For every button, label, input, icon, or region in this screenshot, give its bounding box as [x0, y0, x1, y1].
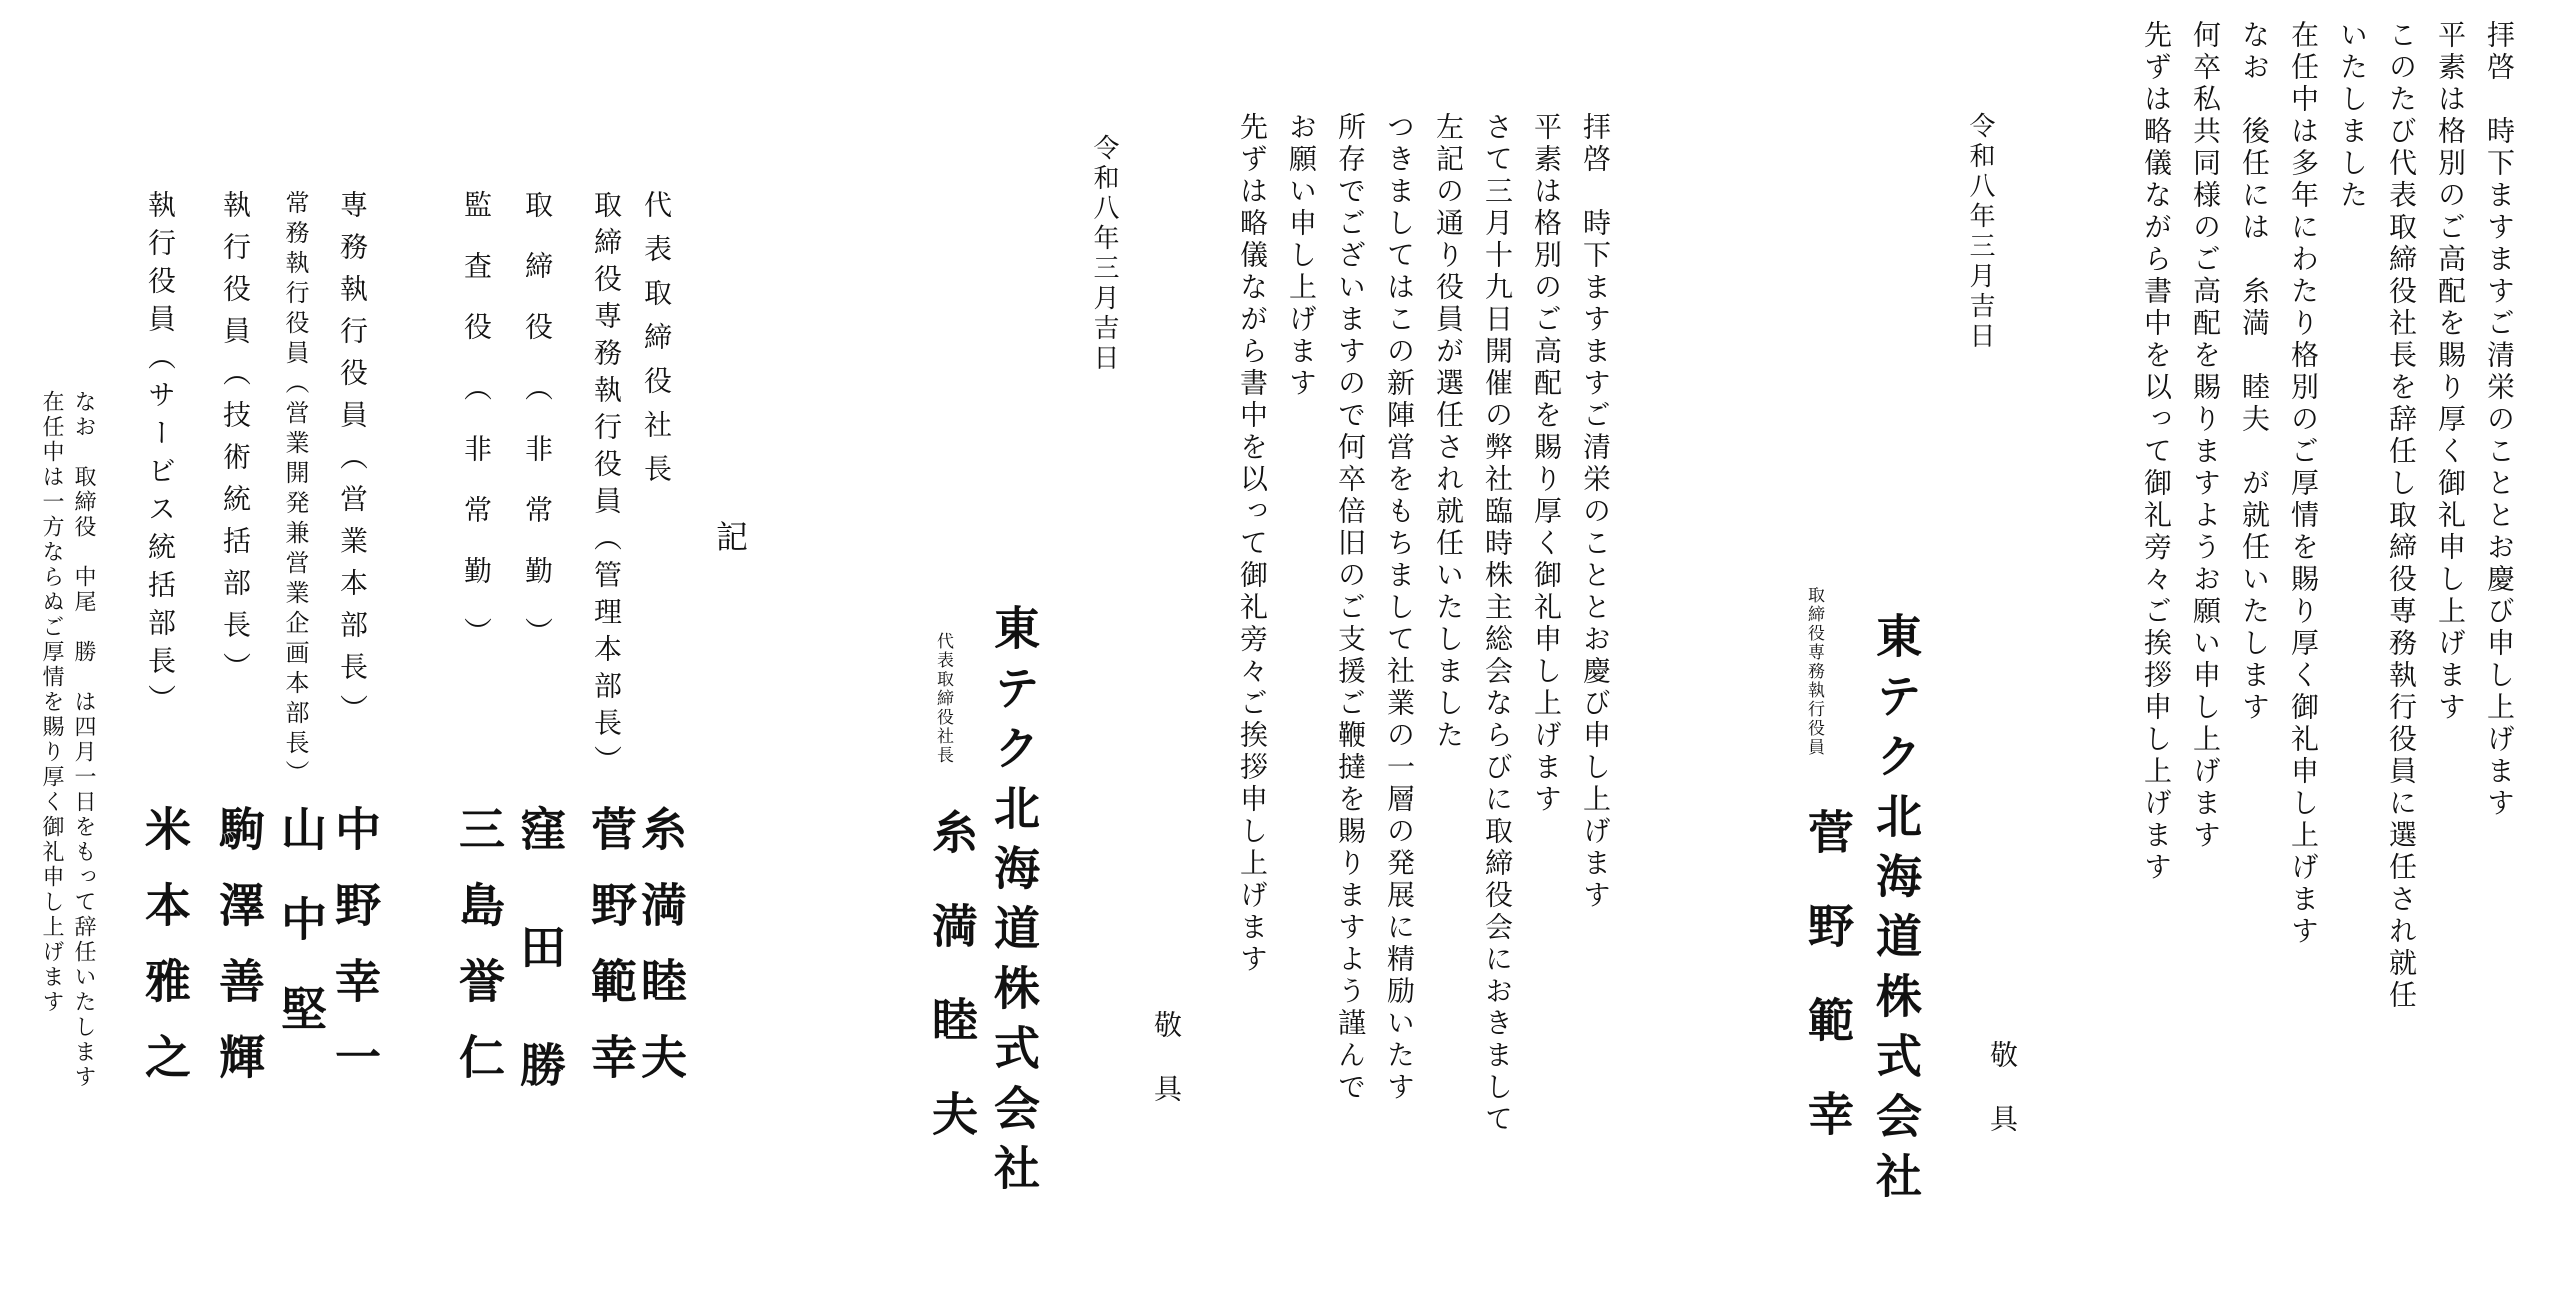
roster-note-line-2: 在任中は一方ならぬご厚情を賜り厚く御礼申し上げます	[39, 390, 64, 1015]
right-letter-line-8: 先ずは略儀ながら書中を以って御礼旁々ご挨拶申し上げます	[2140, 20, 2173, 884]
roster-name-8: 米本雅之	[138, 805, 192, 1109]
right-letter-line-4: いたしました	[2336, 20, 2369, 212]
right-letter-date: 令和八年三月吉日	[1965, 112, 1995, 352]
right-letter-line-6: なお 後任には 糸満 睦夫 が就任いたします	[2238, 20, 2271, 724]
middle-letter-line-1: 拝啓 時下ますますご清栄のこととお慶び申し上げます	[1579, 112, 1612, 912]
middle-letter-line-8: 先ずは略儀ながら書中を以って御礼旁々ご挨拶申し上げます	[1236, 112, 1269, 976]
right-letter-line-7: 何卒私共同様のご高配を賜りますようお願い申し上げます	[2189, 20, 2222, 852]
middle-letter-line-4: 左記の通り役員が選任され就任いたしました	[1432, 112, 1465, 752]
right-letter-line-1: 拝啓 時下ますますご清栄のこととお慶び申し上げます	[2483, 20, 2516, 820]
roster-title-5: 専務執行役員（営業本部長）	[336, 190, 369, 736]
roster-name-7: 駒澤善輝	[212, 805, 266, 1109]
right-letter-company: 東テク北海道株式会社	[1869, 612, 1923, 1212]
middle-letter-line-5: つきましてはこの新陣営をもちまして社業の一層の発展に精励いたす	[1383, 112, 1416, 1104]
roster-heading: 記	[711, 520, 749, 552]
roster-name-5: 中野幸一	[328, 805, 382, 1109]
middle-letter-closing: 敬 具	[1150, 1010, 1183, 1106]
middle-letter-company: 東テク北海道株式会社	[987, 604, 1041, 1204]
middle-letter-signer-title: 代表取締役社長	[933, 632, 953, 765]
roster-title-7: 執行役員（技術統括部長）	[219, 190, 252, 694]
right-letter-closing: 敬 具	[1986, 1040, 2019, 1136]
roster-name-3: 窪田勝	[513, 805, 567, 1159]
roster-title-3: 取締役（非常勤）	[521, 190, 554, 678]
roster-name-2: 菅野範幸	[584, 805, 638, 1109]
right-letter-line-2: 平素は格別のご高配を賜り厚く御礼申し上げます	[2434, 20, 2467, 724]
middle-letter-line-2: 平素は格別のご高配を賜り厚く御礼申し上げます	[1530, 112, 1563, 816]
roster-title-8: 執行役員（サービス統括部長）	[144, 190, 177, 722]
right-letter-line-5: 在任中は多年にわたり格別のご厚情を賜り厚く御礼申し上げます	[2287, 20, 2320, 948]
roster-name-1: 糸満睦夫	[634, 805, 688, 1109]
middle-letter-date: 令和八年三月吉日	[1089, 134, 1119, 374]
roster-title-6: 常務執行役員（営業開発兼営業企画本部長）	[281, 190, 309, 790]
roster-title-1: 代表取締役社長	[640, 190, 673, 498]
right-letter-signer-name: 菅野範幸	[1801, 808, 1855, 1184]
middle-letter-line-7: お願い申し上げます	[1285, 112, 1318, 400]
roster-name-4: 三島誉仁	[452, 805, 506, 1109]
roster-note-line-1: なお 取締役 中尾 勝 は四月一日をもって辞任いたします	[71, 390, 96, 1090]
right-letter-signer-title: 取締役専務執行役員	[1804, 586, 1824, 757]
roster-title-4: 監査役（非常勤）	[460, 190, 493, 678]
middle-letter-signer-name: 糸満睦夫	[925, 808, 979, 1184]
right-letter-line-3: このたび代表取締役社長を辞任し取締役専務執行役員に選任され就任	[2385, 20, 2418, 1012]
roster-title-2: 取締役専務執行役員（管理本部長）	[590, 190, 623, 782]
roster-name-6: 山中堅	[274, 805, 328, 1075]
middle-letter-line-6: 所存でございますので何卒倍旧のご支援ご鞭撻を賜りますよう謹んで	[1334, 112, 1367, 1104]
middle-letter-line-3: さて三月十九日開催の弊社臨時株主総会ならびに取締役会におきまして	[1481, 112, 1514, 1136]
